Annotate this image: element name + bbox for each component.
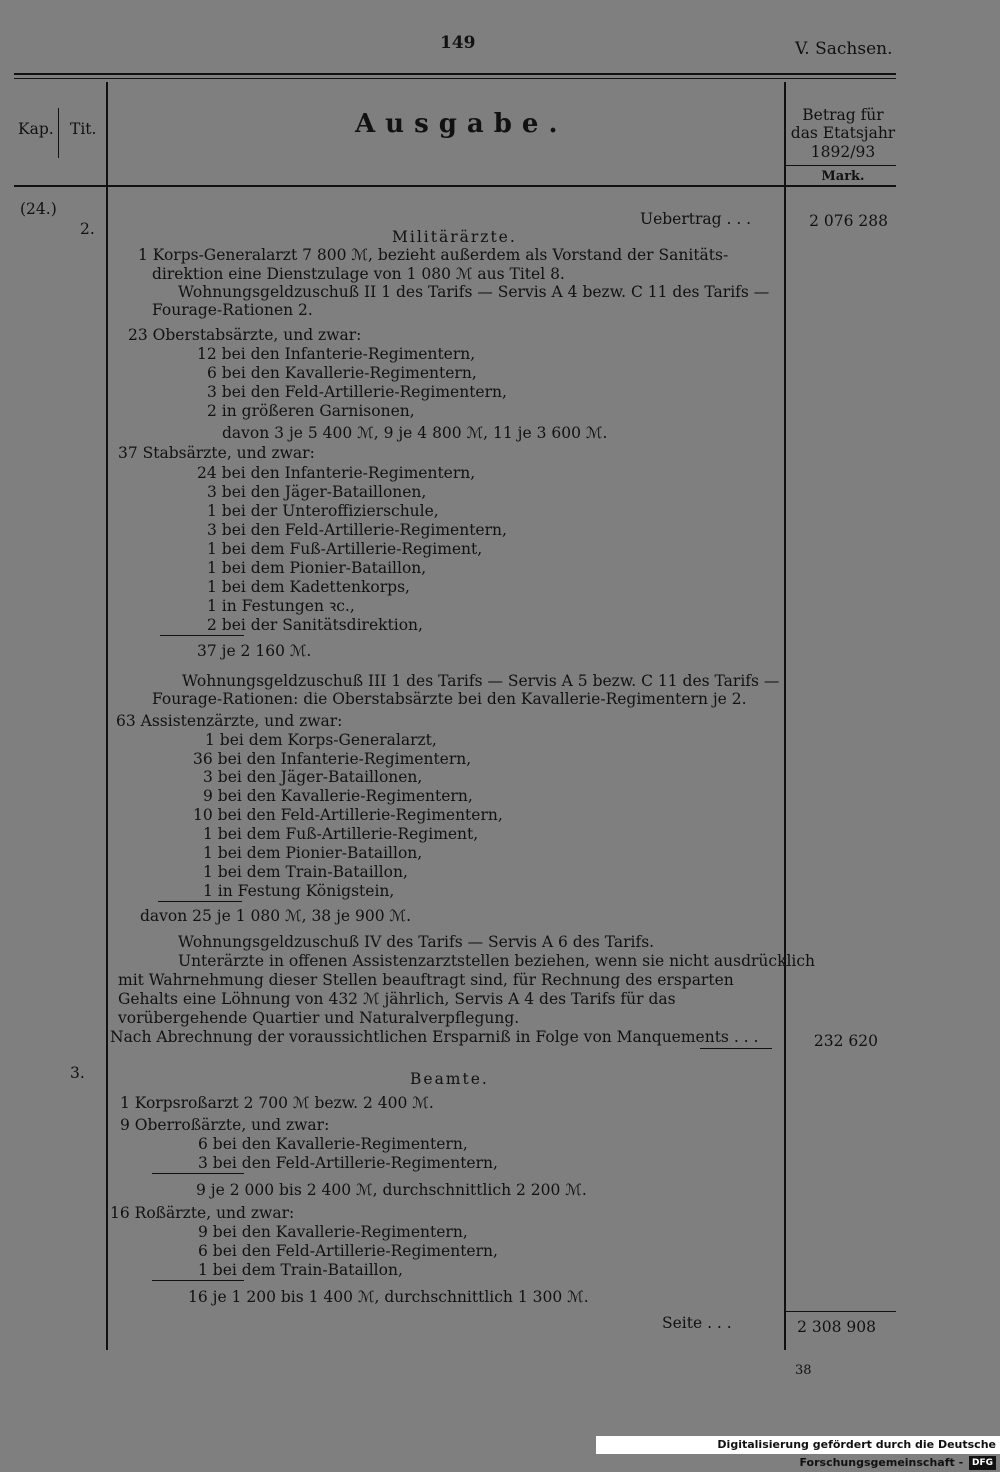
col-amount-unit: Mark. bbox=[821, 169, 865, 184]
text-line: 3 bei den Jäger-Bataillonen, bbox=[203, 768, 423, 786]
text-line: 1 bei dem Kadettenkorps, bbox=[207, 578, 410, 596]
text-line: Unterärzte in offenen Assistenzarztstellen beziehen, wenn sie nicht ausdrücklich bbox=[178, 952, 816, 970]
text-line: Wohnungsgeldzuschuß IV des Tarifs — Servis A 6 des Tarifs. bbox=[178, 933, 655, 951]
header-bottom-rule bbox=[14, 185, 896, 187]
text-line: Gehalts eine Löhnung von 432 ℳ jährlich, Servis A 4 des Tarifs für das bbox=[118, 990, 676, 1008]
text-line: 9 bei den Kavallerie-Regimentern, bbox=[203, 787, 473, 805]
total-rule bbox=[786, 1311, 896, 1312]
text-line: davon 25 je 1 080 ℳ, 38 je 900 ℳ. bbox=[140, 907, 412, 925]
text-line: davon 3 je 5 400 ℳ, 9 je 4 800 ℳ, 11 je 3 600 ℳ. bbox=[222, 424, 608, 442]
section-heading-beamte: Beamte. bbox=[410, 1070, 489, 1088]
text-line: Fourage-Rationen 2. bbox=[152, 301, 313, 319]
text-line: 1 bei dem Train-Bataillon, bbox=[203, 863, 408, 881]
text-line: 1 in Festungen ꝛc., bbox=[207, 597, 355, 615]
col-kap-header: Kap. bbox=[18, 120, 54, 138]
text-line: 2 in größeren Garnisonen, bbox=[207, 402, 415, 420]
state-label: V. Sachsen. bbox=[795, 39, 893, 59]
text-line: direktion eine Dienstzulage von 1 080 ℳ aus Titel 8. bbox=[152, 265, 565, 283]
seite-label: Seite . . . bbox=[662, 1314, 732, 1332]
text-line: Wohnungsgeldzuschuß III 1 des Tarifs — Servis A 5 bezw. C 11 des Tarifs — bbox=[182, 672, 780, 690]
text-line: Wohnungsgeldzuschuß II 1 des Tarifs — Servis A 4 bezw. C 11 des Tarifs — bbox=[178, 283, 770, 301]
text-line: 1 bei dem Train-Bataillon, bbox=[198, 1261, 403, 1279]
text-line: 1 in Festung Königstein, bbox=[203, 882, 395, 900]
text-line: 3 bei den Jäger-Bataillonen, bbox=[207, 483, 427, 501]
text-line: 23 Oberstabsärzte, und zwar: bbox=[128, 326, 362, 344]
header-top-rule-2 bbox=[14, 78, 896, 79]
text-line: 3 bei den Feld-Artillerie-Regimentern, bbox=[207, 383, 507, 401]
amount-unit-rule bbox=[785, 165, 896, 166]
digitization-credit bbox=[596, 1436, 1000, 1469]
col-amount-header-1: Betrag für bbox=[802, 106, 884, 124]
col-amount-header-2: das Etatsjahr bbox=[790, 124, 896, 142]
sum-rule bbox=[152, 1173, 244, 1174]
sum-rule bbox=[158, 901, 242, 902]
text-line: 3 bei den Feld-Artillerie-Regimentern, bbox=[198, 1154, 498, 1172]
uebertrag-label: Uebertrag . . . bbox=[640, 210, 752, 228]
text-line: vorübergehende Quartier und Naturalverpflegung. bbox=[118, 1009, 520, 1027]
sum-rule bbox=[152, 1280, 244, 1281]
text-line: 2 bei der Sanitätsdirektion, bbox=[207, 616, 423, 634]
text-line: 6 bei den Kavallerie-Regimentern, bbox=[198, 1135, 468, 1153]
text-line: 63 Assistenzärzte, und zwar: bbox=[116, 712, 343, 730]
col-rule-tit bbox=[106, 82, 108, 1350]
kap-number: (24.) bbox=[20, 200, 57, 218]
text-line: 9 Oberroßärzte, und zwar: bbox=[120, 1116, 330, 1134]
text-line: 6 bei den Feld-Artillerie-Regimentern, bbox=[198, 1242, 498, 1260]
amount-titel-2: 232 620 bbox=[813, 1032, 878, 1050]
col-amount-header-3: 1892/93 bbox=[810, 143, 876, 161]
col-rule-kap bbox=[58, 108, 59, 158]
text-line: 1 bei dem Pionier-Bataillon, bbox=[207, 559, 427, 577]
header-top-rule bbox=[14, 73, 896, 75]
uebertrag-amount: 2 076 288 bbox=[809, 212, 888, 230]
text-line: 9 bei den Kavallerie-Regimentern, bbox=[198, 1223, 468, 1241]
seite-amount: 2 308 908 bbox=[797, 1318, 876, 1336]
text-line: Nach Abrechnung der voraussichtlichen Ersparniß in Folge von Manquements . . . bbox=[110, 1028, 759, 1046]
subtotal-rule bbox=[700, 1048, 772, 1049]
text-line: 1 Korpsroßarzt 2 700 ℳ bezw. 2 400 ℳ. bbox=[120, 1094, 434, 1112]
text-line: 3 bei den Feld-Artillerie-Regimentern, bbox=[207, 521, 507, 539]
titel-2: 2. bbox=[80, 220, 95, 238]
text-line: 1 Korps-Generalarzt 7 800 ℳ, bezieht außerdem als Vorstand der Sanitäts- bbox=[138, 246, 729, 264]
text-line: mit Wahrnehmung dieser Stellen beauftragt sind, für Rechnung des ersparten bbox=[118, 971, 734, 989]
text-line: 12 bei den Infanterie-Regimentern, bbox=[197, 345, 476, 363]
text-line: Fourage-Rationen: die Oberstabsärzte bei den Kavallerie-Regimentern je 2. bbox=[152, 690, 747, 708]
text-line: 10 bei den Feld-Artillerie-Regimentern, bbox=[193, 806, 503, 824]
col-title-header: Ausgabe. bbox=[355, 109, 568, 139]
text-line: 1 bei der Unteroffizierschule, bbox=[207, 502, 439, 520]
text-line: 16 Roßärzte, und zwar: bbox=[110, 1204, 295, 1222]
text-line: 1 bei dem Pionier-Bataillon, bbox=[203, 844, 423, 862]
sum-rule bbox=[160, 635, 244, 636]
sheet-number: 38 bbox=[795, 1363, 812, 1378]
dfg-logo: DFG bbox=[969, 1456, 996, 1470]
page-number: 149 bbox=[440, 33, 476, 53]
text-line: 1 bei dem Fuß-Artillerie-Regiment, bbox=[207, 540, 483, 558]
col-tit-header: Tit. bbox=[70, 120, 97, 138]
text-line: 16 je 1 200 bis 1 400 ℳ, durchschnittlich 1 300 ℳ. bbox=[188, 1288, 589, 1306]
text-line: 37 Stabsärzte, und zwar: bbox=[118, 444, 315, 462]
text-line: 6 bei den Kavallerie-Regimentern, bbox=[207, 364, 477, 382]
text-line: 37 je 2 160 ℳ. bbox=[197, 642, 312, 660]
col-rule-amount bbox=[784, 82, 786, 1350]
text-line: 1 bei dem Fuß-Artillerie-Regiment, bbox=[203, 825, 479, 843]
text-line: 36 bei den Infanterie-Regimentern, bbox=[193, 750, 472, 768]
text-line: 9 je 2 000 bis 2 400 ℳ, durchschnittlich 2 200 ℳ. bbox=[196, 1181, 587, 1199]
credit-text: Digitalisierung gefördert durch die Deutsche Forschungsgemeinschaft - bbox=[717, 1438, 996, 1469]
text-line: 1 bei dem Korps-Generalarzt, bbox=[205, 731, 437, 749]
text-line: 24 bei den Infanterie-Regimentern, bbox=[197, 464, 476, 482]
section-heading-militaeraerzte: Militärärzte. bbox=[392, 228, 517, 246]
titel-3: 3. bbox=[70, 1064, 85, 1082]
